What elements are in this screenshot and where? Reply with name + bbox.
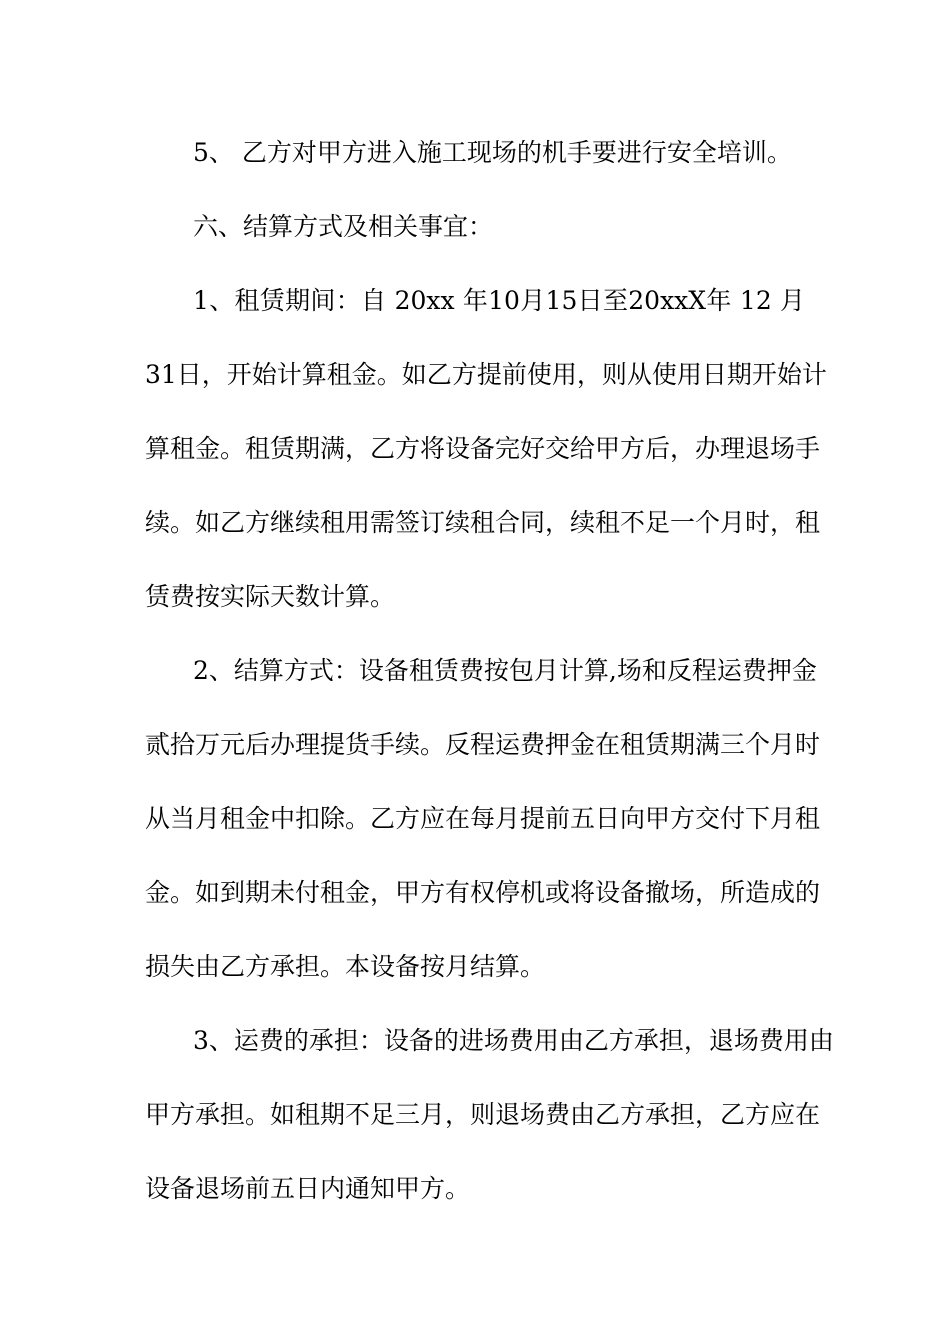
- clause-1-line-3: 算租金。租赁期满，乙方将设备完好交给甲方后，办理退场手: [145, 434, 821, 463]
- clause-2-line-2: 贰拾万元后办理提货手续。反程运费押金在租赁期满三个月时: [145, 730, 821, 759]
- clause-1-line-1: 1、租赁期间：自 20xx 年10月15日至20xxX年 12 月: [193, 286, 805, 315]
- clause-3-line-3: 设备退场前五日内通知甲方。: [145, 1174, 471, 1203]
- clause-2-line-1: 2、结算方式：设备租赁费按包月计算,场和反程运费押金: [193, 656, 817, 685]
- clause-2-line-3: 从当月租金中扣除。乙方应在每月提前五日向甲方交付下月租: [145, 804, 821, 833]
- clause-1-line-2: 31日，开始计算租金。如乙方提前使用，则从使用日期开始计: [145, 360, 827, 389]
- clause-3-line-1: 3、运费的承担：设备的进场费用由乙方承担，退场费用由: [193, 1026, 834, 1055]
- clause-1-line-5: 赁费按实际天数计算。: [145, 582, 396, 611]
- section-6-heading: 六、结算方式及相关事宜：: [193, 212, 494, 241]
- clause-2-line-4: 金。如到期未付租金，甲方有权停机或将设备撤场，所造成的: [145, 878, 821, 907]
- item-5-line: 5、 乙方对甲方进入施工现场的机手要进行安全培训。: [193, 138, 792, 167]
- clause-1-line-4: 续。如乙方继续租用需签订续租合同，续租不足一个月时，租: [145, 508, 821, 537]
- clause-3-line-2: 甲方承担。如租期不足三月，则退场费由乙方承担，乙方应在: [145, 1100, 821, 1129]
- clause-2-line-5: 损失由乙方承担。本设备按月结算。: [145, 952, 546, 981]
